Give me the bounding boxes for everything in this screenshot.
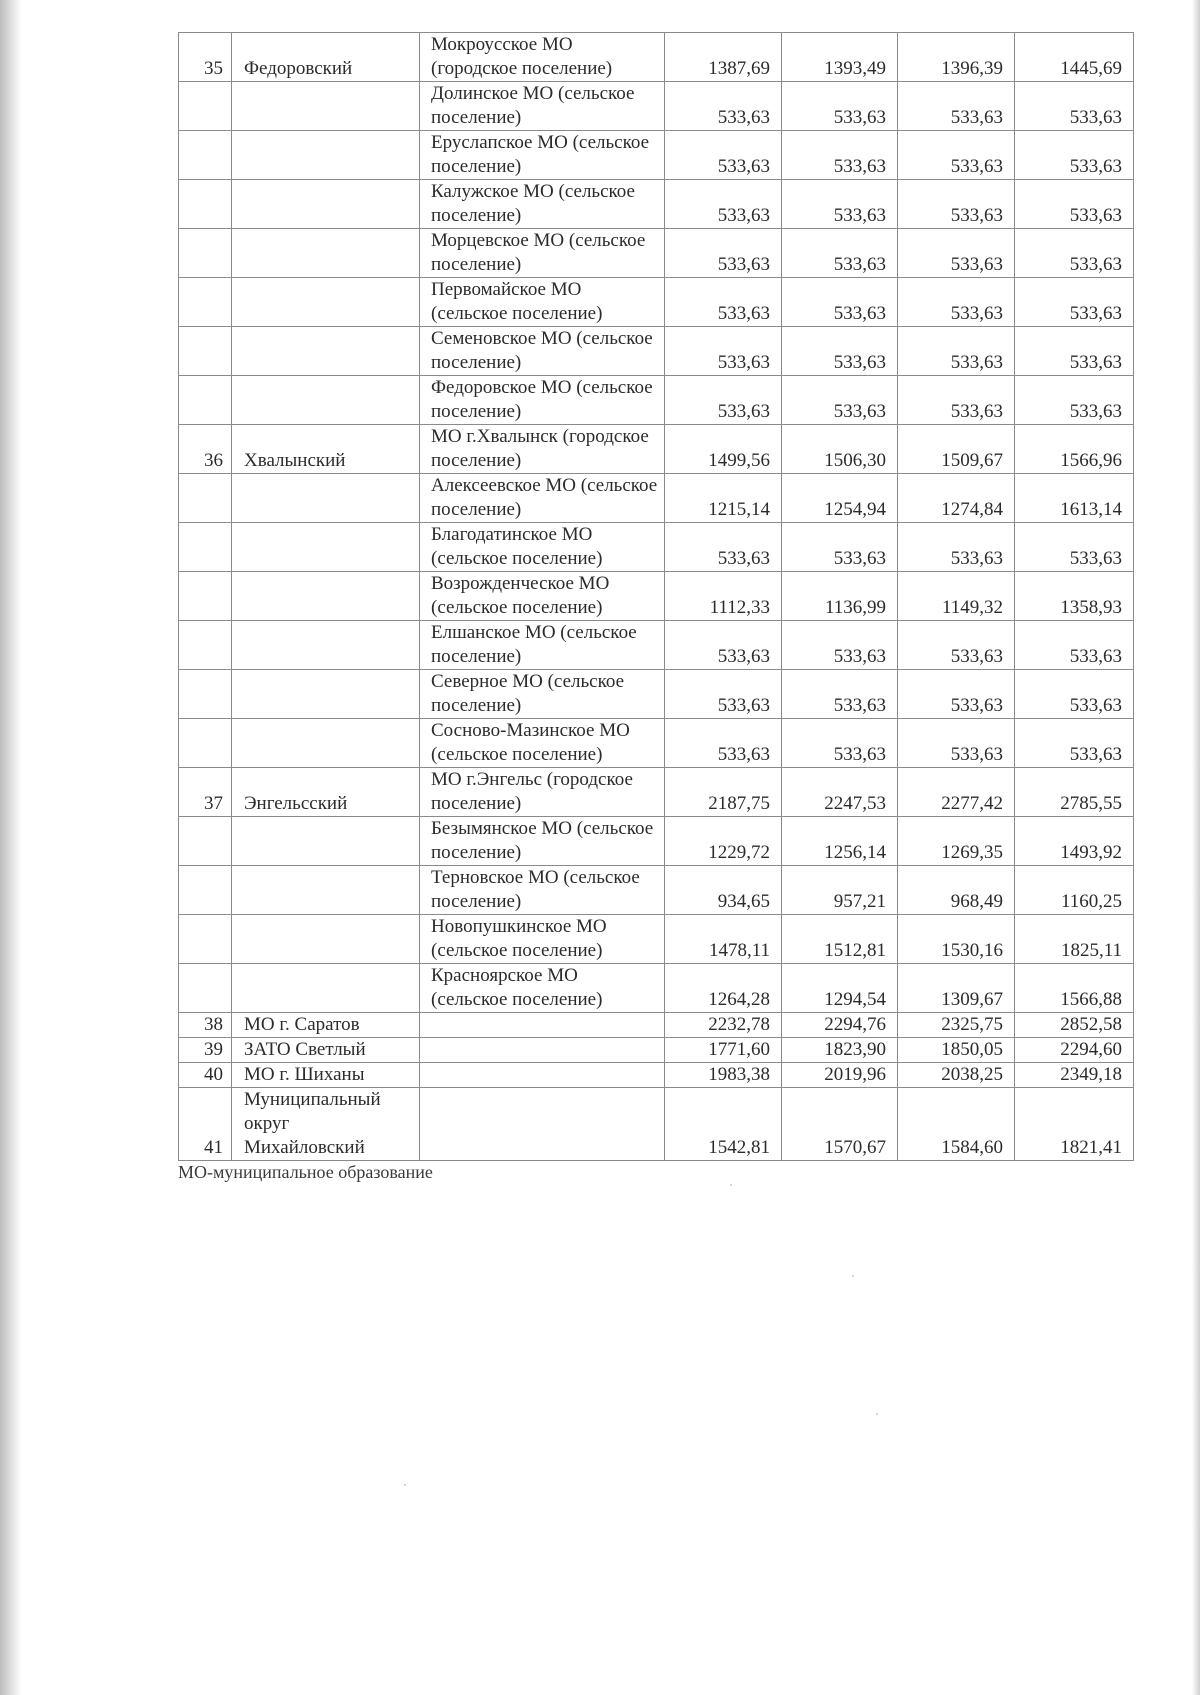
value-4: 1613,14 <box>1015 474 1134 523</box>
municipality-name: Новопушкинское МО (сельское поселение) <box>420 915 665 964</box>
value-3: 2325,75 <box>898 1013 1015 1038</box>
row-number <box>179 82 232 131</box>
table-row <box>179 1063 1134 1088</box>
municipality-name <box>420 1088 665 1161</box>
row-number <box>179 180 232 229</box>
value-3: 533,63 <box>898 523 1015 572</box>
district-name <box>232 523 420 572</box>
table-row <box>179 1038 1134 1063</box>
value-3: 2277,42 <box>898 768 1015 817</box>
value-1: 533,63 <box>665 229 782 278</box>
value-2: 533,63 <box>782 278 898 327</box>
municipality-name: Первомайское МО (сельское поселение) <box>420 278 665 327</box>
row-number <box>179 915 232 964</box>
value-4: 1566,96 <box>1015 425 1134 474</box>
row-number <box>179 964 232 1013</box>
value-1: 533,63 <box>665 621 782 670</box>
row-number <box>179 719 232 768</box>
value-2: 2294,76 <box>782 1013 898 1038</box>
district-name <box>232 82 420 131</box>
value-1: 533,63 <box>665 376 782 425</box>
value-4: 533,63 <box>1015 719 1134 768</box>
value-4: 533,63 <box>1015 229 1134 278</box>
value-1: 1771,60 <box>665 1038 782 1063</box>
value-1: 533,63 <box>665 180 782 229</box>
value-3: 533,63 <box>898 82 1015 131</box>
value-4: 1821,41 <box>1015 1088 1134 1161</box>
district-name <box>232 180 420 229</box>
district-name: МО г. Саратов <box>232 1013 420 1038</box>
value-4: 533,63 <box>1015 376 1134 425</box>
district-name <box>232 474 420 523</box>
municipality-name: Семеновское МО (сельское поселение) <box>420 327 665 376</box>
value-2: 1570,67 <box>782 1088 898 1161</box>
value-2: 533,63 <box>782 719 898 768</box>
row-number <box>179 131 232 180</box>
value-3: 1309,67 <box>898 964 1015 1013</box>
value-1: 533,63 <box>665 278 782 327</box>
district-name <box>232 817 420 866</box>
municipality-name: Северное МО (сельское поселение) <box>420 670 665 719</box>
value-2: 533,63 <box>782 621 898 670</box>
municipality-name <box>420 1038 665 1063</box>
district-name <box>232 278 420 327</box>
row-number: 37 <box>179 768 232 817</box>
value-3: 1509,67 <box>898 425 1015 474</box>
district-name <box>232 572 420 621</box>
municipality-name: Еруслапское МО (сельское поселение) <box>420 131 665 180</box>
value-3: 533,63 <box>898 131 1015 180</box>
row-number <box>179 523 232 572</box>
value-1: 1215,14 <box>665 474 782 523</box>
table-row <box>179 376 1134 425</box>
municipality-name: Безымянское МО (сельское поселение) <box>420 817 665 866</box>
scan-speck <box>876 1413 878 1415</box>
municipality-name: Благодатинское МО (сельское поселение) <box>420 523 665 572</box>
table-row <box>179 474 1134 523</box>
district-name <box>232 670 420 719</box>
value-2: 2247,53 <box>782 768 898 817</box>
district-name: ЗАТО Светлый <box>232 1038 420 1063</box>
district-name <box>232 327 420 376</box>
value-3: 533,63 <box>898 180 1015 229</box>
value-4: 533,63 <box>1015 180 1134 229</box>
value-3: 533,63 <box>898 621 1015 670</box>
value-3: 1584,60 <box>898 1088 1015 1161</box>
value-1: 533,63 <box>665 719 782 768</box>
table-row <box>179 523 1134 572</box>
value-4: 533,63 <box>1015 621 1134 670</box>
value-2: 1512,81 <box>782 915 898 964</box>
tariff-table <box>178 32 1134 1161</box>
value-1: 1112,33 <box>665 572 782 621</box>
scan-right-edge <box>1192 0 1200 1695</box>
row-number: 35 <box>179 33 232 82</box>
value-1: 1478,11 <box>665 915 782 964</box>
value-1: 533,63 <box>665 82 782 131</box>
table-row <box>179 1013 1134 1038</box>
table-row <box>179 131 1134 180</box>
value-2: 1823,90 <box>782 1038 898 1063</box>
row-number <box>179 670 232 719</box>
row-number: 36 <box>179 425 232 474</box>
value-2: 1294,54 <box>782 964 898 1013</box>
scan-speck <box>852 1275 854 1277</box>
table-row <box>179 229 1134 278</box>
value-2: 533,63 <box>782 327 898 376</box>
district-name <box>232 719 420 768</box>
scan-speck <box>404 1484 406 1486</box>
value-1: 2232,78 <box>665 1013 782 1038</box>
table-row <box>179 1088 1134 1161</box>
table-row <box>179 719 1134 768</box>
district-name <box>232 376 420 425</box>
value-1: 533,63 <box>665 131 782 180</box>
value-4: 1445,69 <box>1015 33 1134 82</box>
value-2: 2019,96 <box>782 1063 898 1088</box>
row-number <box>179 866 232 915</box>
row-number <box>179 621 232 670</box>
value-1: 533,63 <box>665 523 782 572</box>
value-4: 533,63 <box>1015 82 1134 131</box>
value-3: 533,63 <box>898 278 1015 327</box>
district-name <box>232 866 420 915</box>
value-3: 968,49 <box>898 866 1015 915</box>
value-3: 1149,32 <box>898 572 1015 621</box>
value-3: 533,63 <box>898 376 1015 425</box>
value-1: 1542,81 <box>665 1088 782 1161</box>
value-1: 1264,28 <box>665 964 782 1013</box>
municipality-name: Терновское МО (сельское поселение) <box>420 866 665 915</box>
row-number: 40 <box>179 1063 232 1088</box>
footnote: МО-муниципальное образование <box>178 1162 433 1182</box>
table-row <box>179 180 1134 229</box>
value-4: 533,63 <box>1015 523 1134 572</box>
table-row <box>179 327 1134 376</box>
municipality-name: Калужское МО (сельское поселение) <box>420 180 665 229</box>
table-body <box>179 33 1134 1161</box>
value-2: 1136,99 <box>782 572 898 621</box>
value-4: 1493,92 <box>1015 817 1134 866</box>
row-number <box>179 278 232 327</box>
value-3: 533,63 <box>898 327 1015 376</box>
row-number: 39 <box>179 1038 232 1063</box>
value-4: 533,63 <box>1015 327 1134 376</box>
value-4: 533,63 <box>1015 670 1134 719</box>
table-row <box>179 33 1134 82</box>
value-4: 1160,25 <box>1015 866 1134 915</box>
value-4: 533,63 <box>1015 278 1134 327</box>
value-1: 1229,72 <box>665 817 782 866</box>
value-4: 2785,55 <box>1015 768 1134 817</box>
value-3: 1396,39 <box>898 33 1015 82</box>
row-number <box>179 229 232 278</box>
value-2: 1506,30 <box>782 425 898 474</box>
municipality-name: Морцевское МО (сельское поселение) <box>420 229 665 278</box>
value-4: 1358,93 <box>1015 572 1134 621</box>
district-name <box>232 621 420 670</box>
value-2: 957,21 <box>782 866 898 915</box>
row-number <box>179 817 232 866</box>
municipality-name: Красноярское МО (сельское поселение) <box>420 964 665 1013</box>
table-row <box>179 572 1134 621</box>
district-name: МО г. Шиханы <box>232 1063 420 1088</box>
value-1: 2187,75 <box>665 768 782 817</box>
value-2: 533,63 <box>782 523 898 572</box>
table-row <box>179 915 1134 964</box>
table-row <box>179 768 1134 817</box>
district-name <box>232 915 420 964</box>
value-1: 1983,38 <box>665 1063 782 1088</box>
municipality-name: Мокроусское МО (городское поселение) <box>420 33 665 82</box>
district-name: Энгельсский <box>232 768 420 817</box>
municipality-name: Елшанское МО (сельское поселение) <box>420 621 665 670</box>
value-2: 533,63 <box>782 670 898 719</box>
table-row <box>179 964 1134 1013</box>
value-2: 533,63 <box>782 131 898 180</box>
value-2: 1254,94 <box>782 474 898 523</box>
value-1: 1387,69 <box>665 33 782 82</box>
row-number: 41 <box>179 1088 232 1161</box>
municipality-name: МО г.Хвалынск (городское поселение) <box>420 425 665 474</box>
district-name <box>232 229 420 278</box>
table-row <box>179 278 1134 327</box>
row-number <box>179 376 232 425</box>
municipality-name: Алексеевское МО (сельское поселение) <box>420 474 665 523</box>
value-4: 2852,58 <box>1015 1013 1134 1038</box>
value-2: 533,63 <box>782 180 898 229</box>
district-name <box>232 964 420 1013</box>
table-row <box>179 621 1134 670</box>
value-2: 533,63 <box>782 82 898 131</box>
row-number: 38 <box>179 1013 232 1038</box>
value-3: 1850,05 <box>898 1038 1015 1063</box>
row-number <box>179 327 232 376</box>
value-4: 2349,18 <box>1015 1063 1134 1088</box>
district-name: Муниципальный округ Михайловский <box>232 1088 420 1161</box>
municipality-name: Возрожденческое МО (сельское поселение) <box>420 572 665 621</box>
municipality-name: Долинское МО (сельское поселение) <box>420 82 665 131</box>
value-3: 1274,84 <box>898 474 1015 523</box>
value-1: 533,63 <box>665 670 782 719</box>
value-3: 533,63 <box>898 670 1015 719</box>
municipality-name: Сосново-Мазинское МО (сельское поселение) <box>420 719 665 768</box>
value-1: 533,63 <box>665 327 782 376</box>
value-3: 1530,16 <box>898 915 1015 964</box>
value-1: 1499,56 <box>665 425 782 474</box>
municipality-name: МО г.Энгельс (городское поселение) <box>420 768 665 817</box>
value-2: 533,63 <box>782 376 898 425</box>
table-row <box>179 82 1134 131</box>
table-row <box>179 817 1134 866</box>
value-2: 1393,49 <box>782 33 898 82</box>
table-row <box>179 866 1134 915</box>
table-row <box>179 425 1134 474</box>
value-1: 934,65 <box>665 866 782 915</box>
row-number <box>179 572 232 621</box>
value-3: 533,63 <box>898 719 1015 768</box>
district-name: Хвалынский <box>232 425 420 474</box>
municipality-name <box>420 1013 665 1038</box>
district-name <box>232 131 420 180</box>
value-2: 1256,14 <box>782 817 898 866</box>
value-3: 533,63 <box>898 229 1015 278</box>
district-name: Федоровский <box>232 33 420 82</box>
row-number <box>179 474 232 523</box>
value-3: 1269,35 <box>898 817 1015 866</box>
table-row <box>179 670 1134 719</box>
scan-speck <box>730 1184 732 1186</box>
value-3: 2038,25 <box>898 1063 1015 1088</box>
scan-left-edge <box>0 0 22 1695</box>
value-4: 1825,11 <box>1015 915 1134 964</box>
value-2: 533,63 <box>782 229 898 278</box>
value-4: 1566,88 <box>1015 964 1134 1013</box>
municipality-name <box>420 1063 665 1088</box>
municipality-name: Федоровское МО (сельское поселение) <box>420 376 665 425</box>
value-4: 2294,60 <box>1015 1038 1134 1063</box>
value-4: 533,63 <box>1015 131 1134 180</box>
